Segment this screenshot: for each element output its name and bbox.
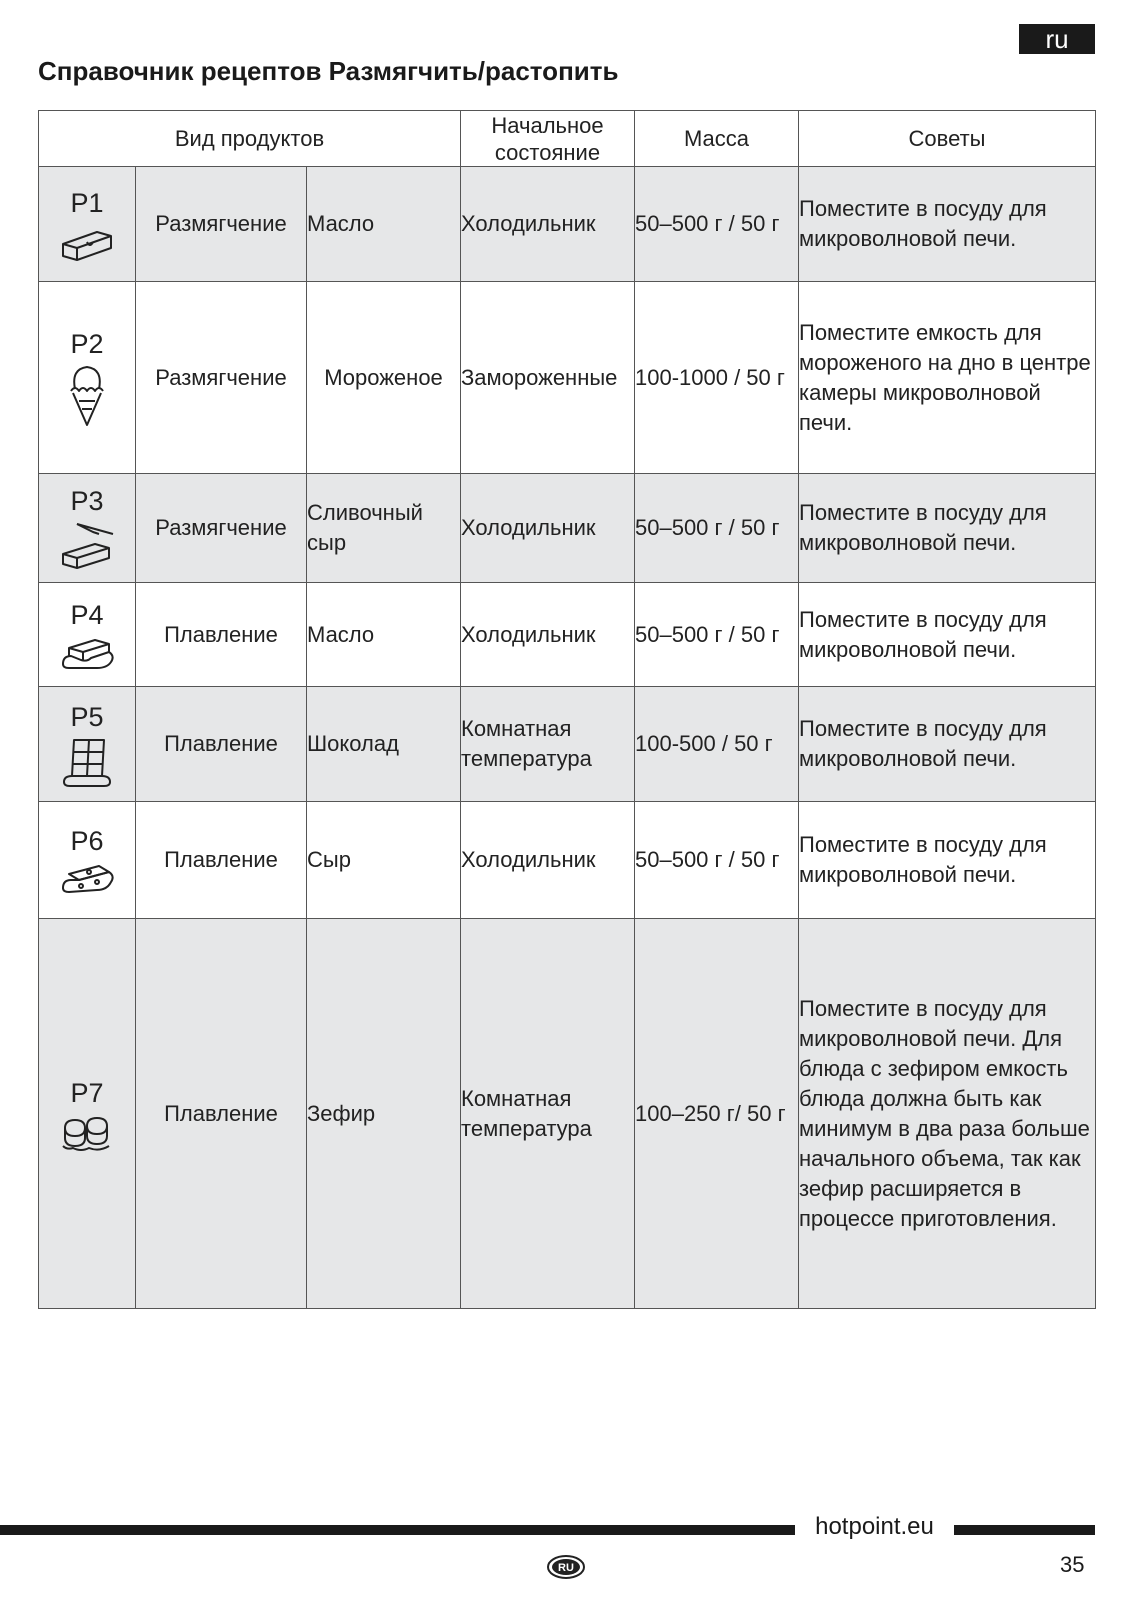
- program-cell: [39, 919, 136, 1309]
- program-cell: [39, 474, 136, 583]
- table-row: [39, 687, 1096, 802]
- product-cell: Масло: [307, 167, 461, 282]
- table-row: [39, 919, 1096, 1309]
- tip-cell: Поместите в посуду для микроволновой печи.: [799, 474, 1096, 583]
- mass-cell: 50–500 г / 50 г: [635, 802, 799, 919]
- program-code: P7: [70, 1077, 104, 1108]
- footer-rule-left: [0, 1525, 795, 1535]
- ice-cream-icon: [67, 363, 107, 429]
- mass-cell: 100–250 г/ 50 г: [635, 919, 799, 1309]
- page-title: Справочник рецептов Размягчить/растопить: [38, 56, 619, 86]
- melting-chocolate-icon: [60, 736, 114, 788]
- state-cell: Холодильник: [461, 802, 635, 919]
- mass-cell: 50–500 г / 50 г: [635, 167, 799, 282]
- mass-cell: 100-500 / 50 г: [635, 687, 799, 802]
- product-cell: Зефир: [307, 919, 461, 1309]
- program-code: P3: [70, 486, 104, 516]
- state-cell: Комнатная температура: [461, 919, 635, 1309]
- footer-rule-right: [954, 1525, 1095, 1535]
- header-mass: Масса: [635, 111, 799, 167]
- butter-block-icon: [59, 222, 115, 262]
- page-number: 35: [1060, 1552, 1085, 1577]
- tip-cell: Поместите в посуду для микроволновой печи. Для блюда с зефиром емкость блюда должна быть как минимум в два раза больше начального объема, так как зефир расширяется в процессе приготовления.: [799, 919, 1096, 1309]
- table-row: [39, 802, 1096, 919]
- action-cell: Размягчение: [136, 282, 307, 474]
- header-initial-state-label: Начальное состояние: [491, 112, 604, 165]
- program-code: P2: [70, 328, 104, 359]
- table-row: [39, 583, 1096, 687]
- header-initial-state: [461, 111, 635, 167]
- mass-cell: 100-1000 / 50 г: [635, 282, 799, 474]
- ru-logo-text: RU: [558, 1562, 574, 1574]
- language-badge: ru: [1019, 24, 1095, 54]
- mass-cell: 50–500 г / 50 г: [635, 474, 799, 583]
- footer-website: hotpoint.eu: [815, 1513, 934, 1540]
- product-cell: Шоколад: [307, 687, 461, 802]
- program-code: P5: [70, 702, 104, 732]
- program-cell: [39, 583, 136, 687]
- product-cell: Мороженое: [307, 282, 461, 474]
- tip-cell: Поместите в посуду для микроволновой печи.: [799, 687, 1096, 802]
- tip-cell: Поместите в посуду для микроволновой печи.: [799, 802, 1096, 919]
- program-code: P1: [70, 188, 104, 218]
- tip-cell: Поместите в посуду для микроволновой печи.: [799, 583, 1096, 687]
- product-cell: Сливочный сыр: [307, 474, 461, 583]
- melting-cheese-icon: [59, 860, 115, 896]
- mass-cell: 50–500 г / 50 г: [635, 583, 799, 687]
- program-code: P6: [70, 826, 104, 856]
- table-row: [39, 282, 1096, 474]
- action-cell: Плавление: [136, 583, 307, 687]
- action-cell: Плавление: [136, 919, 307, 1309]
- cream-cheese-knife-icon: [59, 520, 115, 572]
- table-row: [39, 474, 1096, 583]
- tip-cell: Поместите емкость для мороженого на дно в центре камеры микроволновой печи.: [799, 282, 1096, 474]
- tip-cell: Поместите в посуду для микроволновой печи.: [799, 167, 1096, 282]
- state-cell: Холодильник: [461, 167, 635, 282]
- product-cell: Сыр: [307, 802, 461, 919]
- state-cell: Комнатная температура: [461, 687, 635, 802]
- action-cell: Размягчение: [136, 474, 307, 583]
- action-cell: Плавление: [136, 687, 307, 802]
- table-header-row: [39, 111, 1096, 167]
- marshmallow-icon: [59, 1112, 115, 1152]
- header-product-type: Вид продуктов: [39, 111, 461, 167]
- program-cell: [39, 282, 136, 474]
- program-cell: [39, 802, 136, 919]
- table-row: [39, 167, 1096, 282]
- header-tips: Советы: [799, 111, 1096, 167]
- state-cell: Замороженные: [461, 282, 635, 474]
- action-cell: Размягчение: [136, 167, 307, 282]
- state-cell: Холодильник: [461, 583, 635, 687]
- program-cell: [39, 167, 136, 282]
- program-cell: [39, 687, 136, 802]
- melting-butter-icon: [59, 634, 115, 672]
- product-cell: Масло: [307, 583, 461, 687]
- state-cell: Холодильник: [461, 474, 635, 583]
- action-cell: Плавление: [136, 802, 307, 919]
- program-code: P4: [70, 599, 104, 630]
- ru-language-logo: [546, 1554, 586, 1580]
- recipe-table: [38, 110, 1096, 1309]
